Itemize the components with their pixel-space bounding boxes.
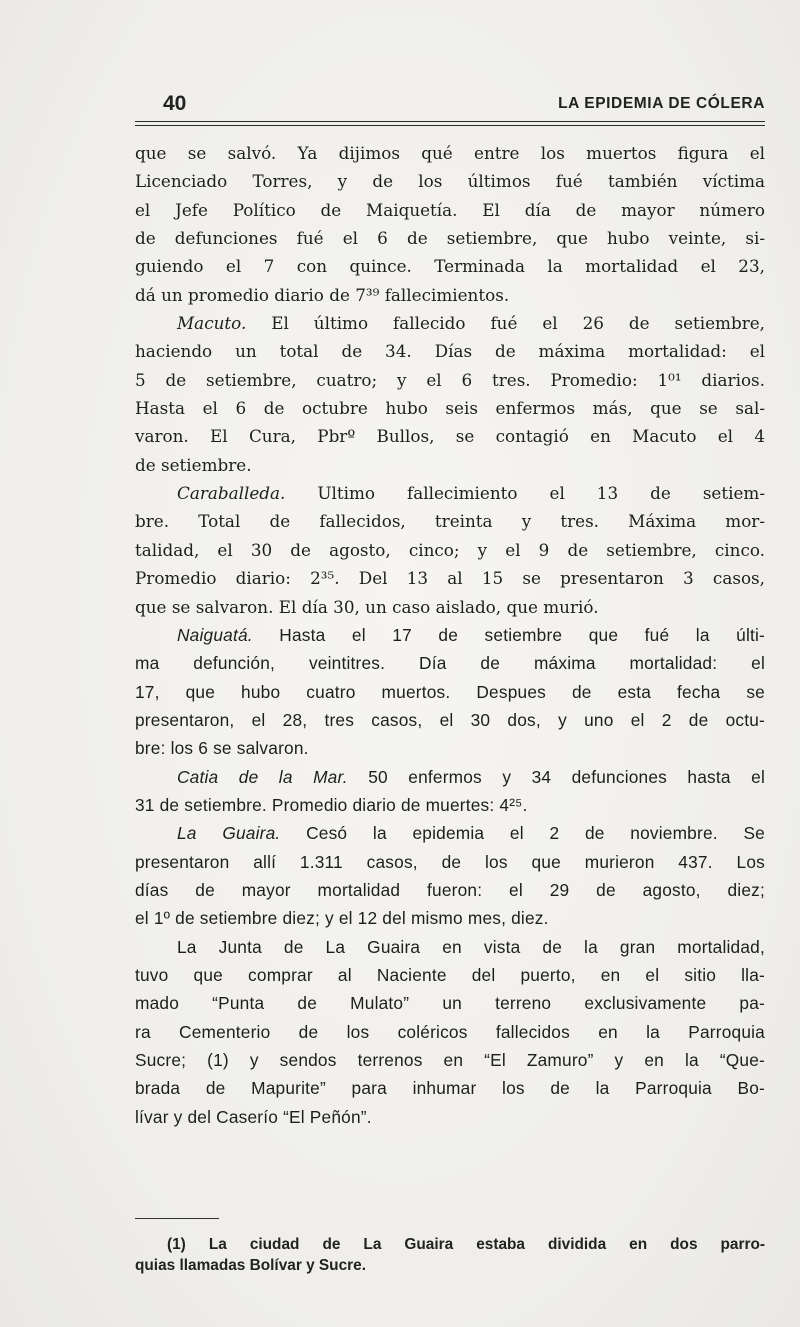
paragraph-catia-de-la-mar	[135, 763, 765, 820]
text-line: de setiembre.	[135, 454, 252, 475]
text-line: haciendo un total de 34. Días de máxima mortalidad: el	[135, 341, 765, 362]
page-header	[135, 92, 765, 120]
place-name: Macuto.	[177, 313, 247, 334]
text-line: días de mayor mortalidad fueron: el 29 de agosto, diez;	[135, 879, 765, 900]
text-line: Catia de la Mar. 50 enfermos y 34 defunciones hasta el	[177, 766, 765, 787]
text-line: que se salvó. Ya dijimos qué entre los muertos figura el	[135, 143, 765, 163]
text-line: Licenciado Torres, y de los últimos fué también víctima	[135, 171, 765, 192]
page-number: 40	[163, 92, 187, 115]
text-line: varon. El Cura, Pbrº Bullos, se contagió en Macuto el 4	[135, 426, 765, 447]
footnote-line: quias llamadas Bolívar y Sucre.	[135, 1257, 366, 1274]
place-name: La Guaira.	[177, 823, 281, 844]
text-line: La Guaira. Cesó la epidemia el 2 de noviembre. Se	[177, 823, 765, 844]
text-line: 17, que hubo cuatro muertos. Despues de esta fecha se	[135, 681, 765, 702]
place-name: Catia de la Mar.	[177, 766, 348, 787]
paragraph-macuto	[135, 309, 765, 479]
text-line: presentaron allí 1.311 casos, de los que murieron 437. Los	[135, 851, 765, 872]
text-line: 5 de setiembre, cuatro; y el 6 tres. Promedio: 1⁰¹ diarios.	[135, 369, 765, 390]
text-line: el 1º de setiembre diez; y el 12 del mismo mes, diez.	[135, 908, 549, 929]
place-name: Naiguatá.	[177, 624, 253, 645]
text-line: guiendo el 7 con quince. Terminada la mortalidad el 23,	[135, 256, 765, 277]
text-line: talidad, el 30 de agosto, cinco; y el 9 de setiembre, cinco.	[135, 539, 765, 560]
text-line: ma defunción, veintitres. Día de máxima mortalidad: el	[135, 653, 765, 674]
text-line: Naiguatá. Hasta el 17 de setiembre que fué la últi-	[177, 624, 765, 645]
text-line: Sucre; (1) y sendos terrenos en “El Zamuro” y en la “Que-	[135, 1050, 765, 1070]
text-line: ra Cementerio de los coléricos fallecidos en la Parroquia	[135, 1021, 765, 1042]
text-line: 31 de setiembre. Promedio diario de muertes: 4²⁵.	[135, 794, 528, 815]
text-line: Hasta el 6 de octubre hubo seis enfermos más, que se sal-	[135, 398, 765, 419]
paragraph-maiquetia	[135, 139, 765, 309]
text-line: de defunciones fué el 6 de setiembre, que hubo veinte, si-	[135, 228, 765, 249]
footnote	[135, 1234, 765, 1276]
running-title: LA EPIDEMIA DE CÓLERA	[558, 95, 765, 112]
text-line: bre: los 6 se salvaron.	[135, 738, 309, 759]
paragraph-caraballeda	[135, 479, 765, 621]
text-line: Caraballeda. Ultimo fallecimiento el 13 de setiem-	[177, 483, 765, 504]
paragraph-junta	[135, 933, 765, 1131]
footnote-line: (1) La ciudad de La Guaira estaba dividida en dos parro-	[167, 1236, 765, 1253]
header-rule-thin	[135, 125, 765, 126]
text-line: La Junta de La Guaira en vista de la gran mortalidad,	[177, 936, 765, 957]
text-line: lívar y del Caserío “El Peñón”.	[135, 1106, 372, 1127]
text-line: bre. Total de fallecidos, treinta y tres. Máxima mor-	[135, 511, 765, 532]
paragraph-naiguata	[135, 621, 765, 763]
text-line: presentaron, el 28, tres casos, el 30 dos, y uno el 2 de octu-	[135, 709, 765, 730]
footnote-rule	[135, 1218, 219, 1219]
text-line: tuvo que comprar al Naciente del puerto, en el sitio lla-	[135, 964, 765, 985]
text-line: Macuto. El último fallecido fué el 26 de setiembre,	[177, 313, 765, 334]
body-text	[135, 139, 765, 1131]
text-line: brada de Mapurite” para inhumar los de la Parroquia Bo-	[135, 1078, 765, 1099]
text-line: el Jefe Político de Maiquetía. El día de mayor número	[135, 199, 765, 220]
text-line: dá un promedio diario de 7³⁹ fallecimientos.	[135, 284, 510, 305]
text-line: que se salvaron. El día 30, un caso aislado, que murió.	[135, 596, 599, 617]
paragraph-la-guaira	[135, 819, 765, 932]
header-rule	[135, 121, 765, 122]
text-line: mado “Punta de Mulato” un terreno exclusivamente pa-	[135, 993, 765, 1014]
text-line: Promedio diario: 2³⁵. Del 13 al 15 se presentaron 3 casos,	[135, 568, 765, 589]
place-name: Caraballeda.	[177, 483, 286, 504]
